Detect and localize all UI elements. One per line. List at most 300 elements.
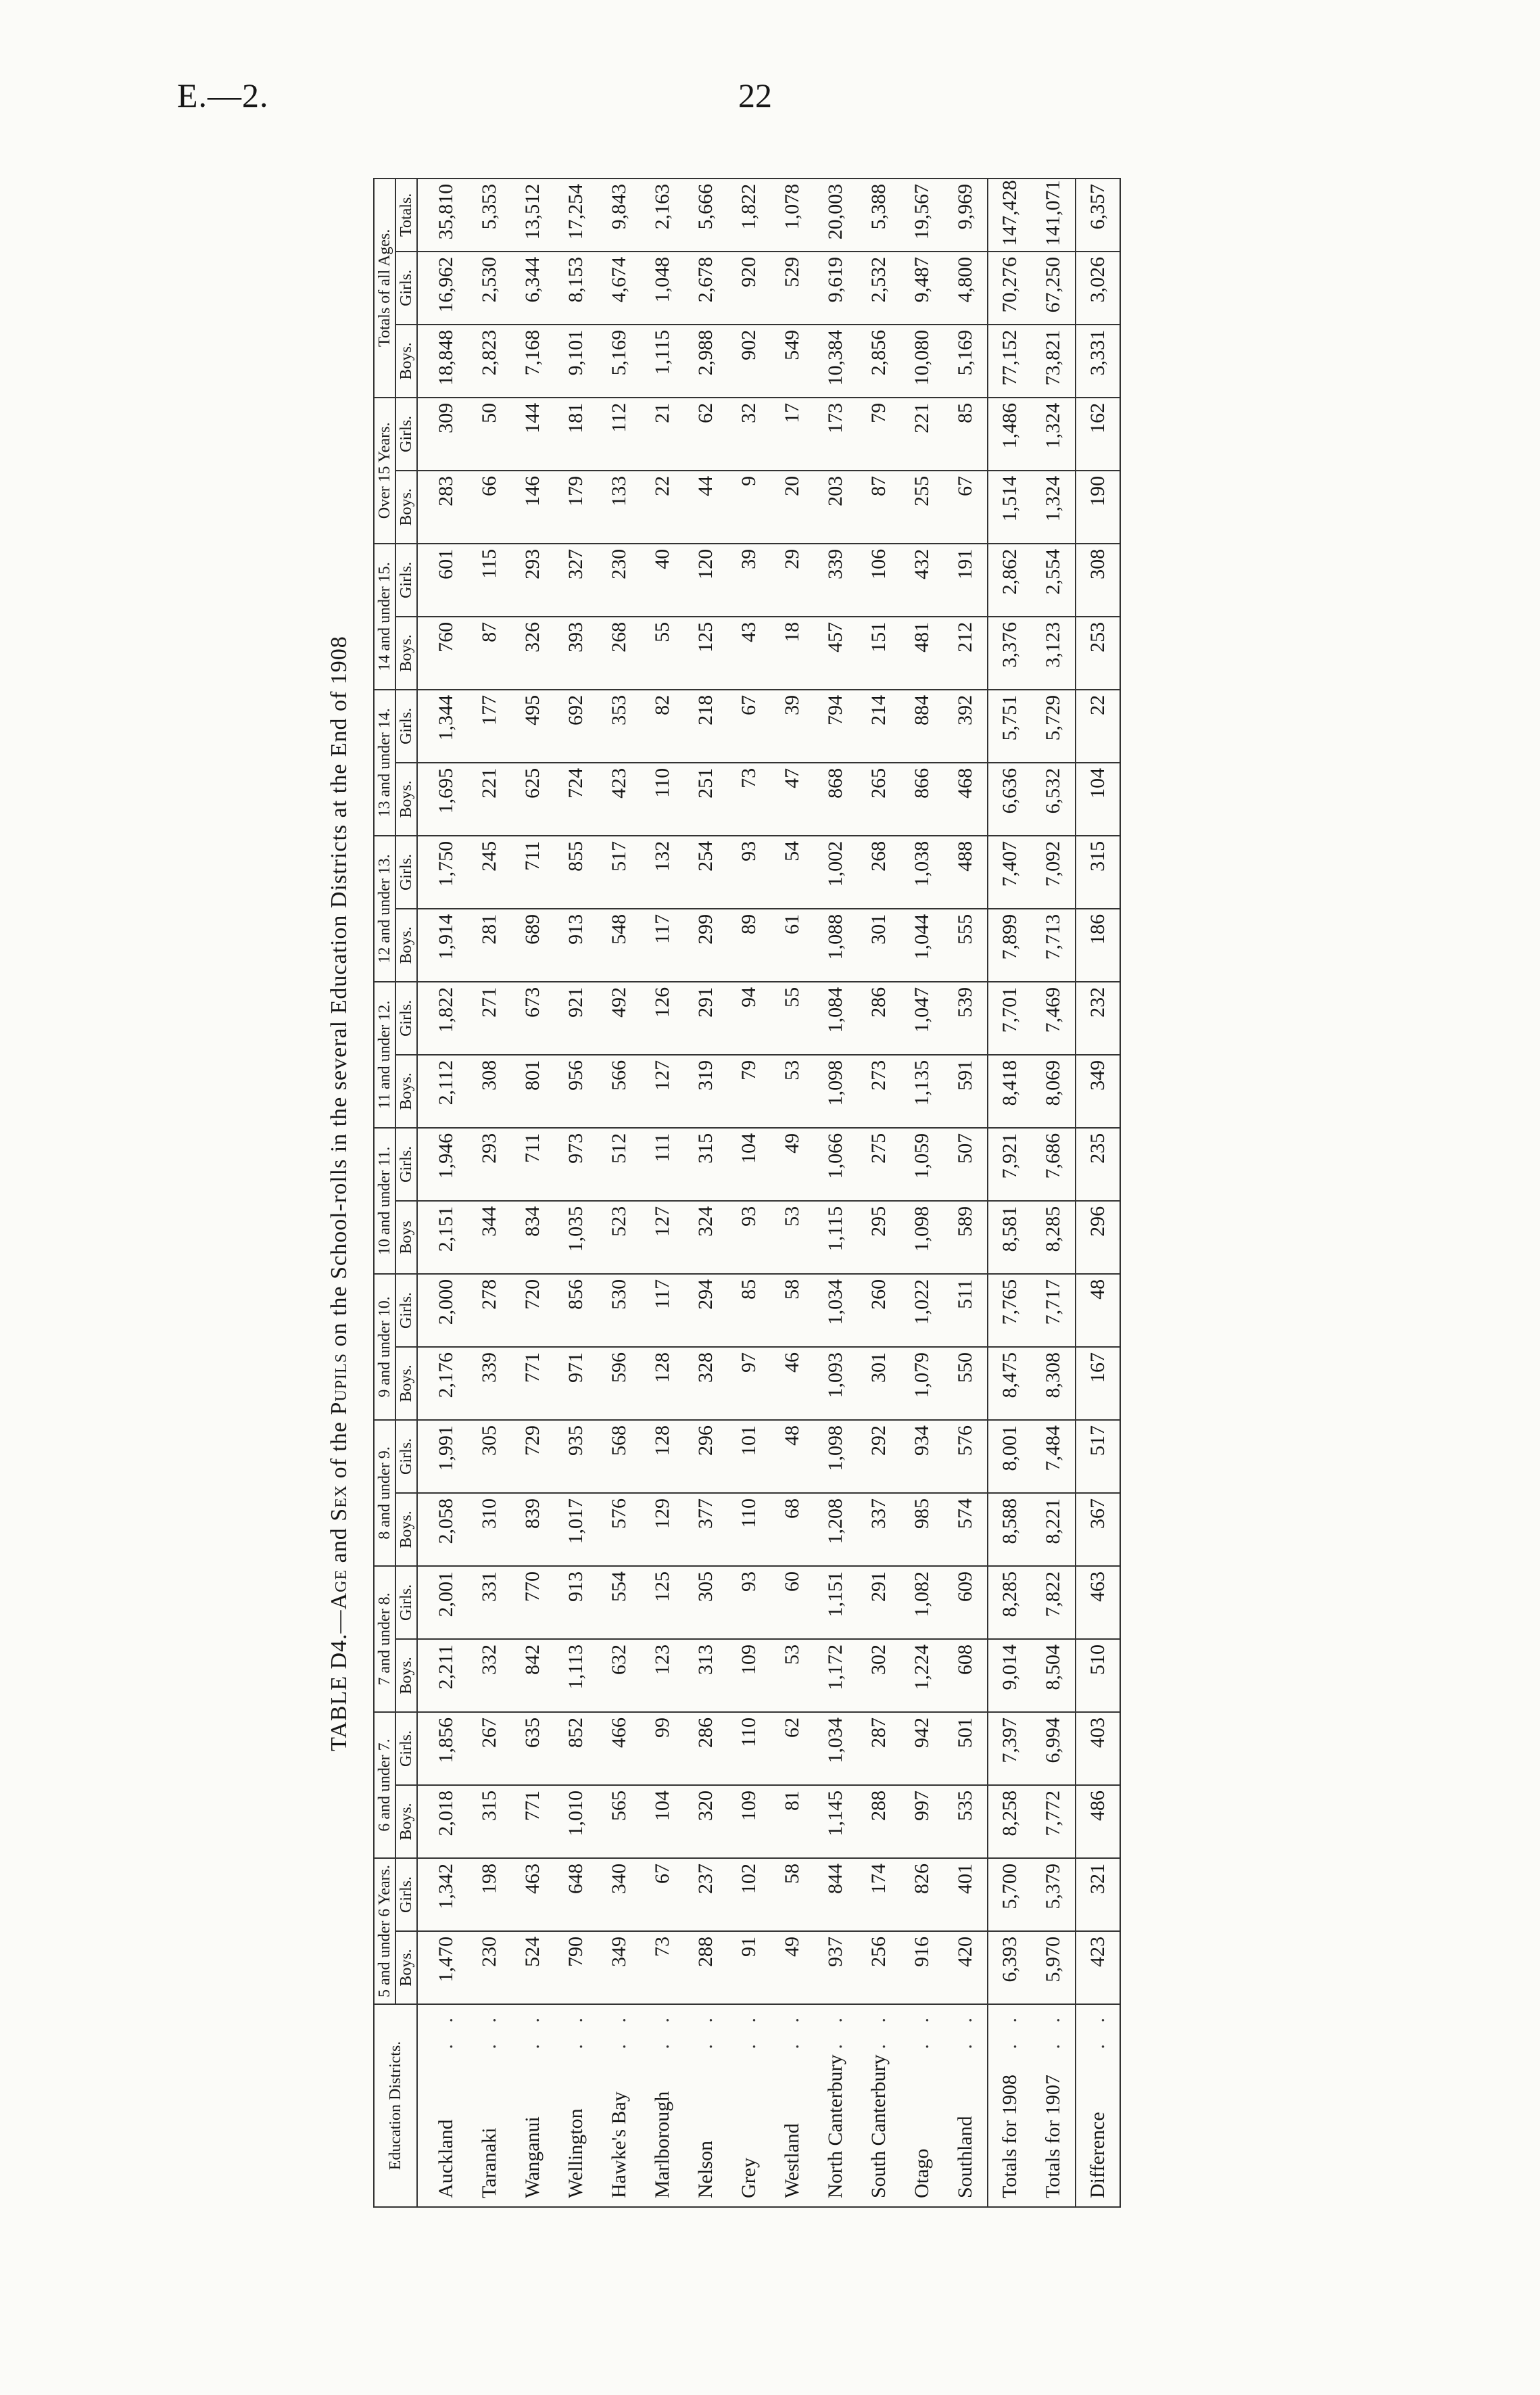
value-cell: 62 [684, 398, 727, 471]
value-cell: 147,428 [988, 179, 1032, 252]
district-name: Southland [954, 2116, 976, 2198]
value-cell: 1,044 [900, 909, 944, 982]
value-cell: 339 [468, 1347, 511, 1420]
age-group-header: 14 and under 15. [374, 544, 395, 690]
value-cell: 39 [727, 544, 771, 617]
value-cell: 230 [468, 1931, 511, 2004]
district-cell [857, 2004, 900, 2207]
value-cell: 120 [684, 544, 727, 617]
value-cell: 535 [944, 1785, 988, 1858]
value-cell: 913 [554, 909, 598, 982]
boys-header: Boys. [395, 617, 417, 690]
value-cell: 67,250 [1032, 252, 1076, 325]
value-cell: 1,486 [988, 398, 1032, 471]
value-cell: 109 [727, 1639, 771, 1712]
value-cell: 10,384 [814, 325, 857, 398]
boys-header: Boys. [395, 1931, 417, 2004]
value-cell: 1,344 [417, 690, 468, 763]
value-cell: 902 [727, 325, 771, 398]
value-cell: 315 [468, 1785, 511, 1858]
value-cell: 760 [417, 617, 468, 690]
value-cell: 511 [944, 1274, 988, 1347]
totals-row [1032, 179, 1076, 2207]
value-cell: 55 [641, 617, 684, 690]
value-cell: 2,000 [417, 1274, 468, 1347]
value-cell: 349 [1076, 1055, 1120, 1128]
value-cell: 85 [727, 1274, 771, 1347]
value-cell: 129 [641, 1493, 684, 1566]
value-cell: 1,022 [900, 1274, 944, 1347]
value-cell: 5,700 [988, 1858, 1032, 1931]
value-cell: 5,751 [988, 690, 1032, 763]
value-cell: 9,101 [554, 325, 598, 398]
value-cell: 47 [771, 763, 814, 836]
value-cell: 568 [598, 1420, 641, 1493]
value-cell: 73 [727, 763, 771, 836]
value-cell: 299 [684, 909, 727, 982]
value-cell: 7,899 [988, 909, 1032, 982]
value-cell: 7,686 [1032, 1128, 1076, 1201]
value-cell: 1,514 [988, 471, 1032, 544]
value-cell: 55 [771, 982, 814, 1055]
value-cell: 67 [641, 1858, 684, 1931]
value-cell: 54 [771, 836, 814, 909]
value-cell: 49 [771, 1931, 814, 2004]
age-group-header: 11 and under 12. [374, 982, 395, 1128]
value-cell: 501 [944, 1712, 988, 1785]
value-cell: 8,504 [1032, 1639, 1076, 1712]
value-cell: 565 [598, 1785, 641, 1858]
value-cell: 190 [1076, 471, 1120, 544]
value-cell: 7,484 [1032, 1420, 1076, 1493]
value-cell: 5,169 [598, 325, 641, 398]
value-cell: 1,098 [814, 1055, 857, 1128]
value-cell: 117 [641, 909, 684, 982]
value-cell: 305 [468, 1420, 511, 1493]
girls-header: Girls. [395, 982, 417, 1055]
value-cell: 310 [468, 1493, 511, 1566]
value-cell: 1,856 [417, 1712, 468, 1785]
value-cell: 1,208 [814, 1493, 857, 1566]
district-cell [684, 2004, 727, 2207]
value-cell: 8,475 [988, 1347, 1032, 1420]
value-cell: 7,717 [1032, 1274, 1076, 1347]
value-cell: 296 [684, 1420, 727, 1493]
value-cell: 40 [641, 544, 684, 617]
value-cell: 492 [598, 982, 641, 1055]
value-cell: 1,098 [900, 1201, 944, 1274]
value-cell: 106 [857, 544, 900, 617]
value-cell: 8,069 [1032, 1055, 1076, 1128]
value-cell: 523 [598, 1201, 641, 1274]
value-cell: 5,729 [1032, 690, 1076, 763]
value-cell: 6,994 [1032, 1712, 1076, 1785]
value-cell: 256 [857, 1931, 900, 2004]
value-cell: 576 [944, 1420, 988, 1493]
value-cell: 771 [511, 1347, 554, 1420]
value-cell: 8,153 [554, 252, 598, 325]
table-row [944, 179, 988, 2207]
value-cell: 82 [641, 690, 684, 763]
value-cell: 255 [900, 471, 944, 544]
value-cell: 7,407 [988, 836, 1032, 909]
value-cell: 711 [511, 836, 554, 909]
value-cell: 93 [727, 1201, 771, 1274]
age-sex-table [373, 178, 1121, 2208]
girls-header: Girls. [395, 1858, 417, 1931]
age-group-header: 6 and under 7. [374, 1712, 395, 1858]
value-cell: 81 [771, 1785, 814, 1858]
leader-dots: . . [651, 2010, 673, 2049]
value-cell: 834 [511, 1201, 554, 1274]
age-group-header: 5 and under 6 Years. [374, 1858, 395, 2004]
value-cell: 3,026 [1076, 252, 1120, 325]
value-cell: 844 [814, 1858, 857, 1931]
value-cell: 320 [684, 1785, 727, 1858]
value-cell: 327 [554, 544, 598, 617]
value-cell: 2,678 [684, 252, 727, 325]
value-cell: 339 [814, 544, 857, 617]
value-cell: 326 [511, 617, 554, 690]
title-prefix: TABLE D4.— [327, 1609, 352, 1751]
table-row [771, 179, 814, 2207]
table-row [641, 179, 684, 2207]
value-cell: 856 [554, 1274, 598, 1347]
value-cell: 729 [511, 1420, 554, 1493]
table-body [417, 179, 1120, 2207]
leader-dots: . . [824, 2010, 846, 2049]
value-cell: 1,034 [814, 1712, 857, 1785]
value-cell: 301 [857, 1347, 900, 1420]
girls-header: Girls. [395, 252, 417, 325]
value-cell: 251 [684, 763, 727, 836]
value-cell: 17,254 [554, 179, 598, 252]
value-cell: 133 [598, 471, 641, 544]
value-cell: 191 [944, 544, 988, 617]
value-cell: 308 [1076, 544, 1120, 617]
value-cell: 648 [554, 1858, 598, 1931]
value-cell: 7,092 [1032, 836, 1076, 909]
value-cell: 770 [511, 1566, 554, 1639]
value-cell: 91 [727, 1931, 771, 2004]
value-cell: 1,914 [417, 909, 468, 982]
value-cell: 1,324 [1032, 471, 1076, 544]
value-cell: 1,098 [814, 1420, 857, 1493]
value-cell: 839 [511, 1493, 554, 1566]
boys-header: Boys. [395, 325, 417, 398]
value-cell: 5,970 [1032, 1931, 1076, 2004]
value-cell: 7,168 [511, 325, 554, 398]
value-cell: 1,946 [417, 1128, 468, 1201]
value-cell: 49 [771, 1128, 814, 1201]
value-cell: 315 [1076, 836, 1120, 909]
leader-dots: . . [1042, 2010, 1064, 2049]
value-cell: 305 [684, 1566, 727, 1639]
value-cell: 3,123 [1032, 617, 1076, 690]
age-group-header: 12 and under 13. [374, 836, 395, 982]
value-cell: 6,357 [1076, 179, 1120, 252]
value-cell: 4,800 [944, 252, 988, 325]
value-cell: 53 [771, 1639, 814, 1712]
value-cell: 609 [944, 1566, 988, 1639]
value-cell: 794 [814, 690, 857, 763]
district-name: Taranaki [478, 2127, 500, 2198]
value-cell: 468 [944, 763, 988, 836]
value-cell: 110 [727, 1493, 771, 1566]
district-name: Hawke's Bay [608, 2091, 630, 2198]
value-cell: 128 [641, 1420, 684, 1493]
value-cell: 2,163 [641, 179, 684, 252]
value-cell: 826 [900, 1858, 944, 1931]
boys-header: Boys. [395, 909, 417, 982]
value-cell: 463 [1076, 1566, 1120, 1639]
title-pupils: Pupils [327, 1352, 352, 1415]
value-cell: 85 [944, 398, 988, 471]
value-cell: 601 [417, 544, 468, 617]
value-cell: 377 [684, 1493, 727, 1566]
value-cell: 73 [641, 1931, 684, 2004]
value-cell: 550 [944, 1347, 988, 1420]
value-cell: 35,810 [417, 179, 468, 252]
district-cell [554, 2004, 598, 2207]
boys-header: Boys. [395, 471, 417, 544]
value-cell: 221 [900, 398, 944, 471]
value-cell: 692 [554, 690, 598, 763]
leader-dots: . . [738, 2010, 760, 2049]
leader-dots: . . [954, 2010, 976, 2049]
district-name: North Canterbury [824, 2054, 846, 2198]
value-cell: 855 [554, 836, 598, 909]
district-cell [1032, 2004, 1076, 2207]
girls-header: Girls. [395, 1274, 417, 1347]
value-cell: 99 [641, 1712, 684, 1785]
value-cell: 66 [468, 471, 511, 544]
boys-header: Boys [395, 1201, 417, 1274]
value-cell: 268 [598, 617, 641, 690]
value-cell: 87 [857, 471, 900, 544]
age-group-header: Over 15 Years. [374, 398, 395, 544]
value-cell: 19,567 [900, 179, 944, 252]
value-cell: 466 [598, 1712, 641, 1785]
value-cell: 463 [511, 1858, 554, 1931]
leader-dots: . . [867, 2010, 890, 2049]
value-cell: 8,308 [1032, 1347, 1076, 1420]
value-cell: 50 [468, 398, 511, 471]
value-cell: 60 [771, 1566, 814, 1639]
leader-dots: . . [608, 2010, 630, 2049]
boys-header: Boys. [395, 1347, 417, 1420]
value-cell: 111 [641, 1128, 684, 1201]
leader-dots: . . [1086, 2010, 1109, 2049]
value-cell: 574 [944, 1493, 988, 1566]
value-cell: 9,843 [598, 179, 641, 252]
value-cell: 6,344 [511, 252, 554, 325]
leader-dots: . . [435, 2010, 457, 2049]
value-cell: 328 [684, 1347, 727, 1420]
header-row-sex [395, 179, 417, 2207]
value-cell: 61 [771, 909, 814, 982]
value-cell: 1,750 [417, 836, 468, 909]
totals-row [988, 179, 1032, 2207]
value-cell: 104 [641, 1785, 684, 1858]
district-cell [468, 2004, 511, 2207]
value-cell: 9,619 [814, 252, 857, 325]
table-row [684, 179, 727, 2207]
value-cell: 971 [554, 1347, 598, 1420]
value-cell: 8,581 [988, 1201, 1032, 1274]
value-cell: 7,822 [1032, 1566, 1076, 1639]
rotated-table-block [319, 179, 1157, 2208]
value-cell: 10,080 [900, 325, 944, 398]
value-cell: 9 [727, 471, 771, 544]
district-cell [641, 2004, 684, 2207]
value-cell: 141,071 [1032, 179, 1076, 252]
value-cell: 591 [944, 1055, 988, 1128]
value-cell: 20 [771, 471, 814, 544]
series-code: E.—2. [177, 76, 269, 114]
value-cell: 127 [641, 1201, 684, 1274]
value-cell: 2,001 [417, 1566, 468, 1639]
value-cell: 1,079 [900, 1347, 944, 1420]
value-cell: 1,010 [554, 1785, 598, 1858]
age-group-header: 13 and under 14. [374, 690, 395, 836]
value-cell: 167 [1076, 1347, 1120, 1420]
value-cell: 1,048 [641, 252, 684, 325]
value-cell: 2,211 [417, 1639, 468, 1712]
age-group-header: Totals of all Ages. [374, 179, 395, 398]
value-cell: 771 [511, 1785, 554, 1858]
value-cell: 245 [468, 836, 511, 909]
value-cell: 32 [727, 398, 771, 471]
value-cell: 48 [1076, 1274, 1120, 1347]
value-cell: 997 [900, 1785, 944, 1858]
table-row [468, 179, 511, 2207]
value-cell: 29 [771, 544, 814, 617]
district-name: Otago [911, 2148, 933, 2198]
district-name: Nelson [694, 2141, 717, 2198]
value-cell: 203 [814, 471, 857, 544]
value-cell: 1,342 [417, 1858, 468, 1931]
value-cell: 179 [554, 471, 598, 544]
table-row [900, 179, 944, 2207]
value-cell: 1,115 [814, 1201, 857, 1274]
value-cell: 340 [598, 1858, 641, 1931]
leader-dots: . . [478, 2010, 500, 2049]
value-cell: 2,554 [1032, 544, 1076, 617]
value-cell: 18,848 [417, 325, 468, 398]
value-cell: 942 [900, 1712, 944, 1785]
value-cell: 8,588 [988, 1493, 1032, 1566]
value-cell: 576 [598, 1493, 641, 1566]
value-cell: 884 [900, 690, 944, 763]
value-cell: 934 [900, 1420, 944, 1493]
value-cell: 1,038 [900, 836, 944, 909]
value-cell: 331 [468, 1566, 511, 1639]
value-cell: 112 [598, 398, 641, 471]
value-cell: 3,331 [1076, 325, 1120, 398]
value-cell: 260 [857, 1274, 900, 1347]
girls-header: Girls. [395, 544, 417, 617]
boys-header: Boys. [395, 1493, 417, 1566]
district-name: Wanganui [521, 2116, 544, 2198]
value-cell: 589 [944, 1201, 988, 1274]
value-cell: 2,058 [417, 1493, 468, 1566]
value-cell: 93 [727, 836, 771, 909]
value-cell: 8,258 [988, 1785, 1032, 1858]
value-cell: 956 [554, 1055, 598, 1128]
value-cell: 53 [771, 1055, 814, 1128]
value-cell: 507 [944, 1128, 988, 1201]
value-cell: 1,135 [900, 1055, 944, 1128]
value-cell: 177 [468, 690, 511, 763]
value-cell: 146 [511, 471, 554, 544]
value-cell: 420 [944, 1931, 988, 2004]
totals-header: Totals. [395, 179, 417, 252]
age-group-header: 7 and under 8. [374, 1566, 395, 1712]
value-cell: 2,112 [417, 1055, 468, 1128]
value-cell: 8,418 [988, 1055, 1032, 1128]
value-cell: 128 [641, 1347, 684, 1420]
boys-header: Boys. [395, 1639, 417, 1712]
district-name: South Canterbury [867, 2054, 890, 2198]
value-cell: 689 [511, 909, 554, 982]
value-cell: 16,962 [417, 252, 468, 325]
value-cell: 230 [598, 544, 641, 617]
value-cell: 332 [468, 1639, 511, 1712]
value-cell: 7,921 [988, 1128, 1032, 1201]
value-cell: 1,145 [814, 1785, 857, 1858]
district-name: Grey [738, 2158, 760, 2198]
value-cell: 566 [598, 1055, 641, 1128]
value-cell: 144 [511, 398, 554, 471]
value-cell: 529 [771, 252, 814, 325]
value-cell: 367 [1076, 1493, 1120, 1566]
girls-header: Girls. [395, 1712, 417, 1785]
leader-dots: . . [564, 2010, 587, 2049]
value-cell: 294 [684, 1274, 727, 1347]
value-cell: 344 [468, 1201, 511, 1274]
value-cell: 1,224 [900, 1639, 944, 1712]
value-cell: 2,176 [417, 1347, 468, 1420]
value-cell: 423 [598, 763, 641, 836]
value-cell: 22 [641, 471, 684, 544]
value-cell: 291 [857, 1566, 900, 1639]
value-cell: 337 [857, 1493, 900, 1566]
value-cell: 510 [1076, 1639, 1120, 1712]
value-cell: 1,991 [417, 1420, 468, 1493]
value-cell: 9,969 [944, 179, 988, 252]
value-cell: 212 [944, 617, 988, 690]
value-cell: 530 [598, 1274, 641, 1347]
value-cell: 353 [598, 690, 641, 763]
value-cell: 115 [468, 544, 511, 617]
value-cell: 1,082 [900, 1566, 944, 1639]
value-cell: 268 [857, 836, 900, 909]
value-cell: 842 [511, 1639, 554, 1712]
value-cell: 295 [857, 1201, 900, 1274]
value-cell: 77,152 [988, 325, 1032, 398]
title-rest: on the School-rolls in the several Education Districts at the End of 1908 [327, 636, 352, 1353]
value-cell: 1,172 [814, 1639, 857, 1712]
value-cell: 89 [727, 909, 771, 982]
title-sex: Sex [327, 1484, 352, 1521]
value-cell: 43 [727, 617, 771, 690]
value-cell: 67 [727, 690, 771, 763]
value-cell: 8,221 [1032, 1493, 1076, 1566]
value-cell: 79 [727, 1055, 771, 1128]
title-age: Age [327, 1569, 352, 1610]
district-name: Totals for 1908 [998, 2074, 1021, 2198]
